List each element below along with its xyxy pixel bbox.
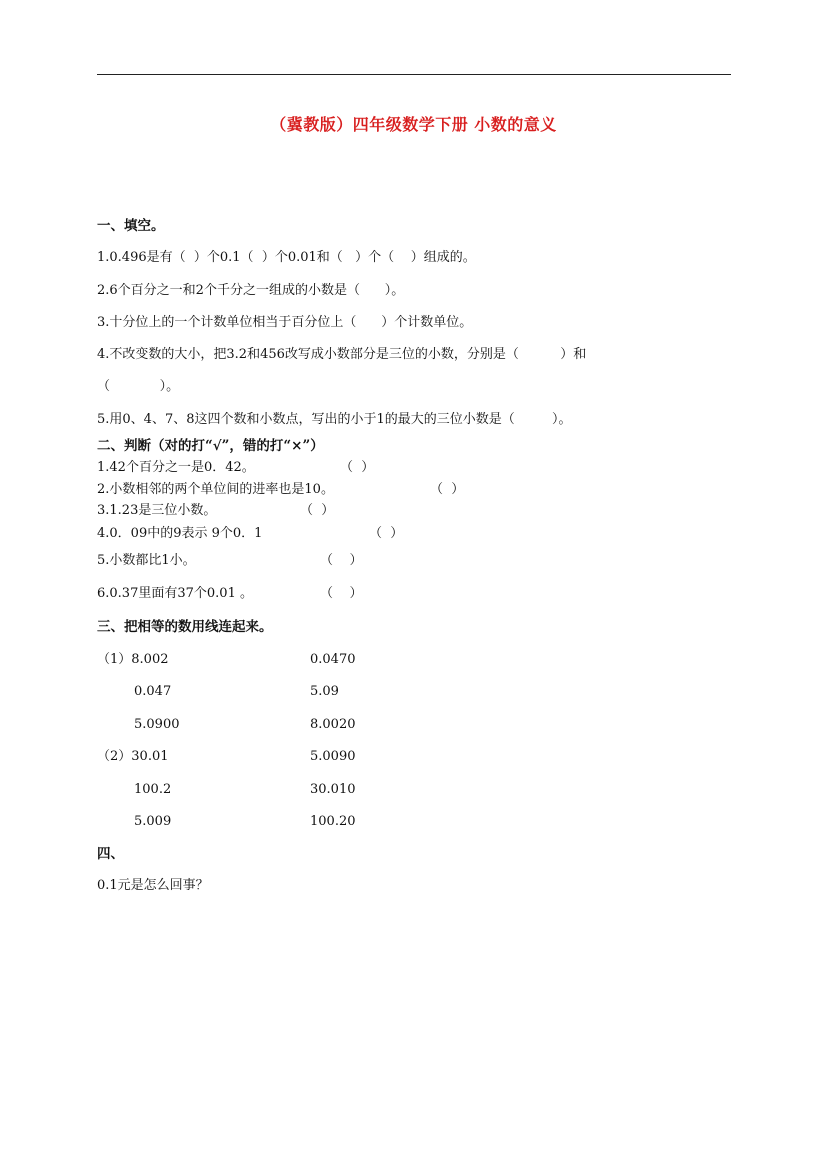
section4-heading: 四、 xyxy=(97,846,124,862)
match-right-5: 30.010 xyxy=(310,782,356,797)
judge-mark-5: （ ） xyxy=(320,553,363,568)
fill-item-5: 5.用0、4、7、8这四个数和小数点，写出的小于1的最大的三位小数是（ ）。 xyxy=(97,412,572,427)
judge-mark-6: （ ） xyxy=(320,586,363,601)
section1-heading: 一、填空。 xyxy=(97,218,165,234)
header-rule xyxy=(97,74,731,75)
match-right-1: 0.0470 xyxy=(310,652,356,667)
fill-item-4: 4.不改变数的大小，把3.2和456改写成小数部分是三位的小数，分别是（ ）和 xyxy=(97,347,587,362)
judge-mark-4: （ ） xyxy=(369,526,404,541)
match-right-3: 8.0020 xyxy=(310,717,356,732)
judge-mark-2: （ ） xyxy=(430,482,465,497)
judge-mark-3: （ ） xyxy=(300,503,335,518)
section3-heading: 三、把相等的数用线连起来。 xyxy=(97,619,273,635)
fill-item-3: 3.十分位上的一个计数单位相当于百分位上（ ）个计数单位。 xyxy=(97,315,473,330)
judge-item-5: 5.小数都比1小。 xyxy=(97,553,196,568)
match-left-2: 0.047 xyxy=(134,684,172,699)
fill-item-4-cont: （ ）。 xyxy=(97,379,180,394)
match-left-1: （1）8.002 xyxy=(97,652,169,667)
judge-item-2: 2.小数相邻的两个单位间的进率也是10。 xyxy=(97,482,334,497)
match-left-6: 5.009 xyxy=(134,814,172,829)
judge-mark-1: （ ） xyxy=(340,460,375,475)
judge-item-3: 3.1.23是三位小数。 xyxy=(97,503,217,518)
fill-item-2: 2.6个百分之一和2个千分之一组成的小数是（ ）。 xyxy=(97,283,405,298)
match-left-4: （2）30.01 xyxy=(97,749,169,764)
match-left-3: 5.0900 xyxy=(134,717,180,732)
judge-item-1: 1.42个百分之一是0．42。 xyxy=(97,460,255,475)
judge-item-4: 4.0．09中的9表示 9个0．1 xyxy=(97,526,263,541)
match-left-5: 100.2 xyxy=(134,782,172,797)
page-title: （冀教版）四年级数学下册 小数的意义 xyxy=(270,115,557,134)
fill-item-1: 1.0.496是有（ ）个0.1（ ）个0.01和（ ）个（ ）组成的。 xyxy=(97,250,476,265)
judge-item-6: 6.0.37里面有37个0.01 。 xyxy=(97,586,253,601)
match-right-6: 100.20 xyxy=(310,814,356,829)
match-right-2: 5.09 xyxy=(310,684,339,699)
section4-question: 0.1元是怎么回事？ xyxy=(97,878,209,893)
section2-heading: 二、判断（对的打“√”，错的打“×”） xyxy=(97,438,324,454)
match-right-4: 5.0090 xyxy=(310,749,356,764)
